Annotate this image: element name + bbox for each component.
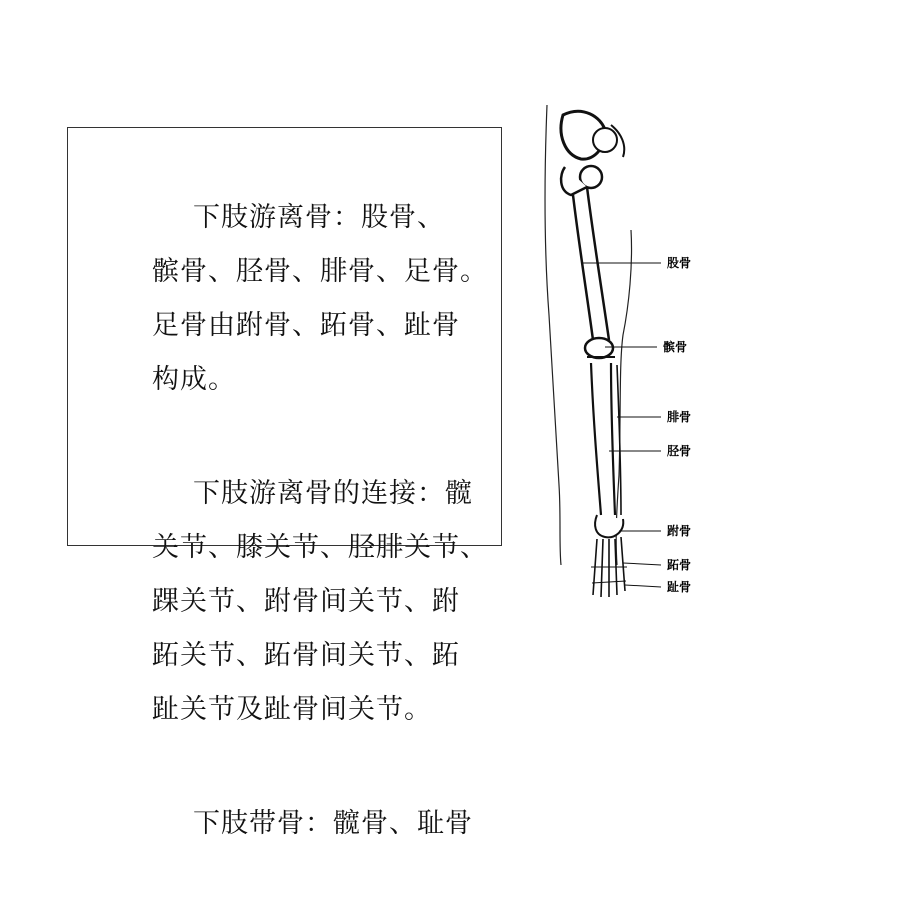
label-phalanx: 趾骨 [667, 580, 692, 594]
paragraph-girdle: 下肢带骨：髋骨、耻骨 [193, 808, 473, 839]
label-tarsal: 跗骨 [667, 524, 692, 538]
label-femur: 股骨 [667, 256, 692, 270]
label-tibia: 胫骨 [667, 444, 692, 458]
paragraph-free-bones: 下肢游离骨：股骨、 髌骨、胫骨、腓骨、足骨。 足骨由跗骨、跖骨、趾骨 构成。 [152, 202, 488, 395]
paragraph-joints: 下肢游离骨的连接：髋 关节、膝关节、胫腓关节、 踝关节、跗骨间关节、跗 跖关节、跖骨间关节、跖 趾关节及趾骨间关节。 [152, 478, 488, 725]
label-fibula: 腓骨 [667, 410, 692, 424]
label-patella: 髌骨 [663, 340, 688, 354]
body-text [152, 137, 497, 911]
lower-limb-skeleton-figure [535, 95, 735, 605]
label-metatarsal: 跖骨 [667, 558, 692, 572]
